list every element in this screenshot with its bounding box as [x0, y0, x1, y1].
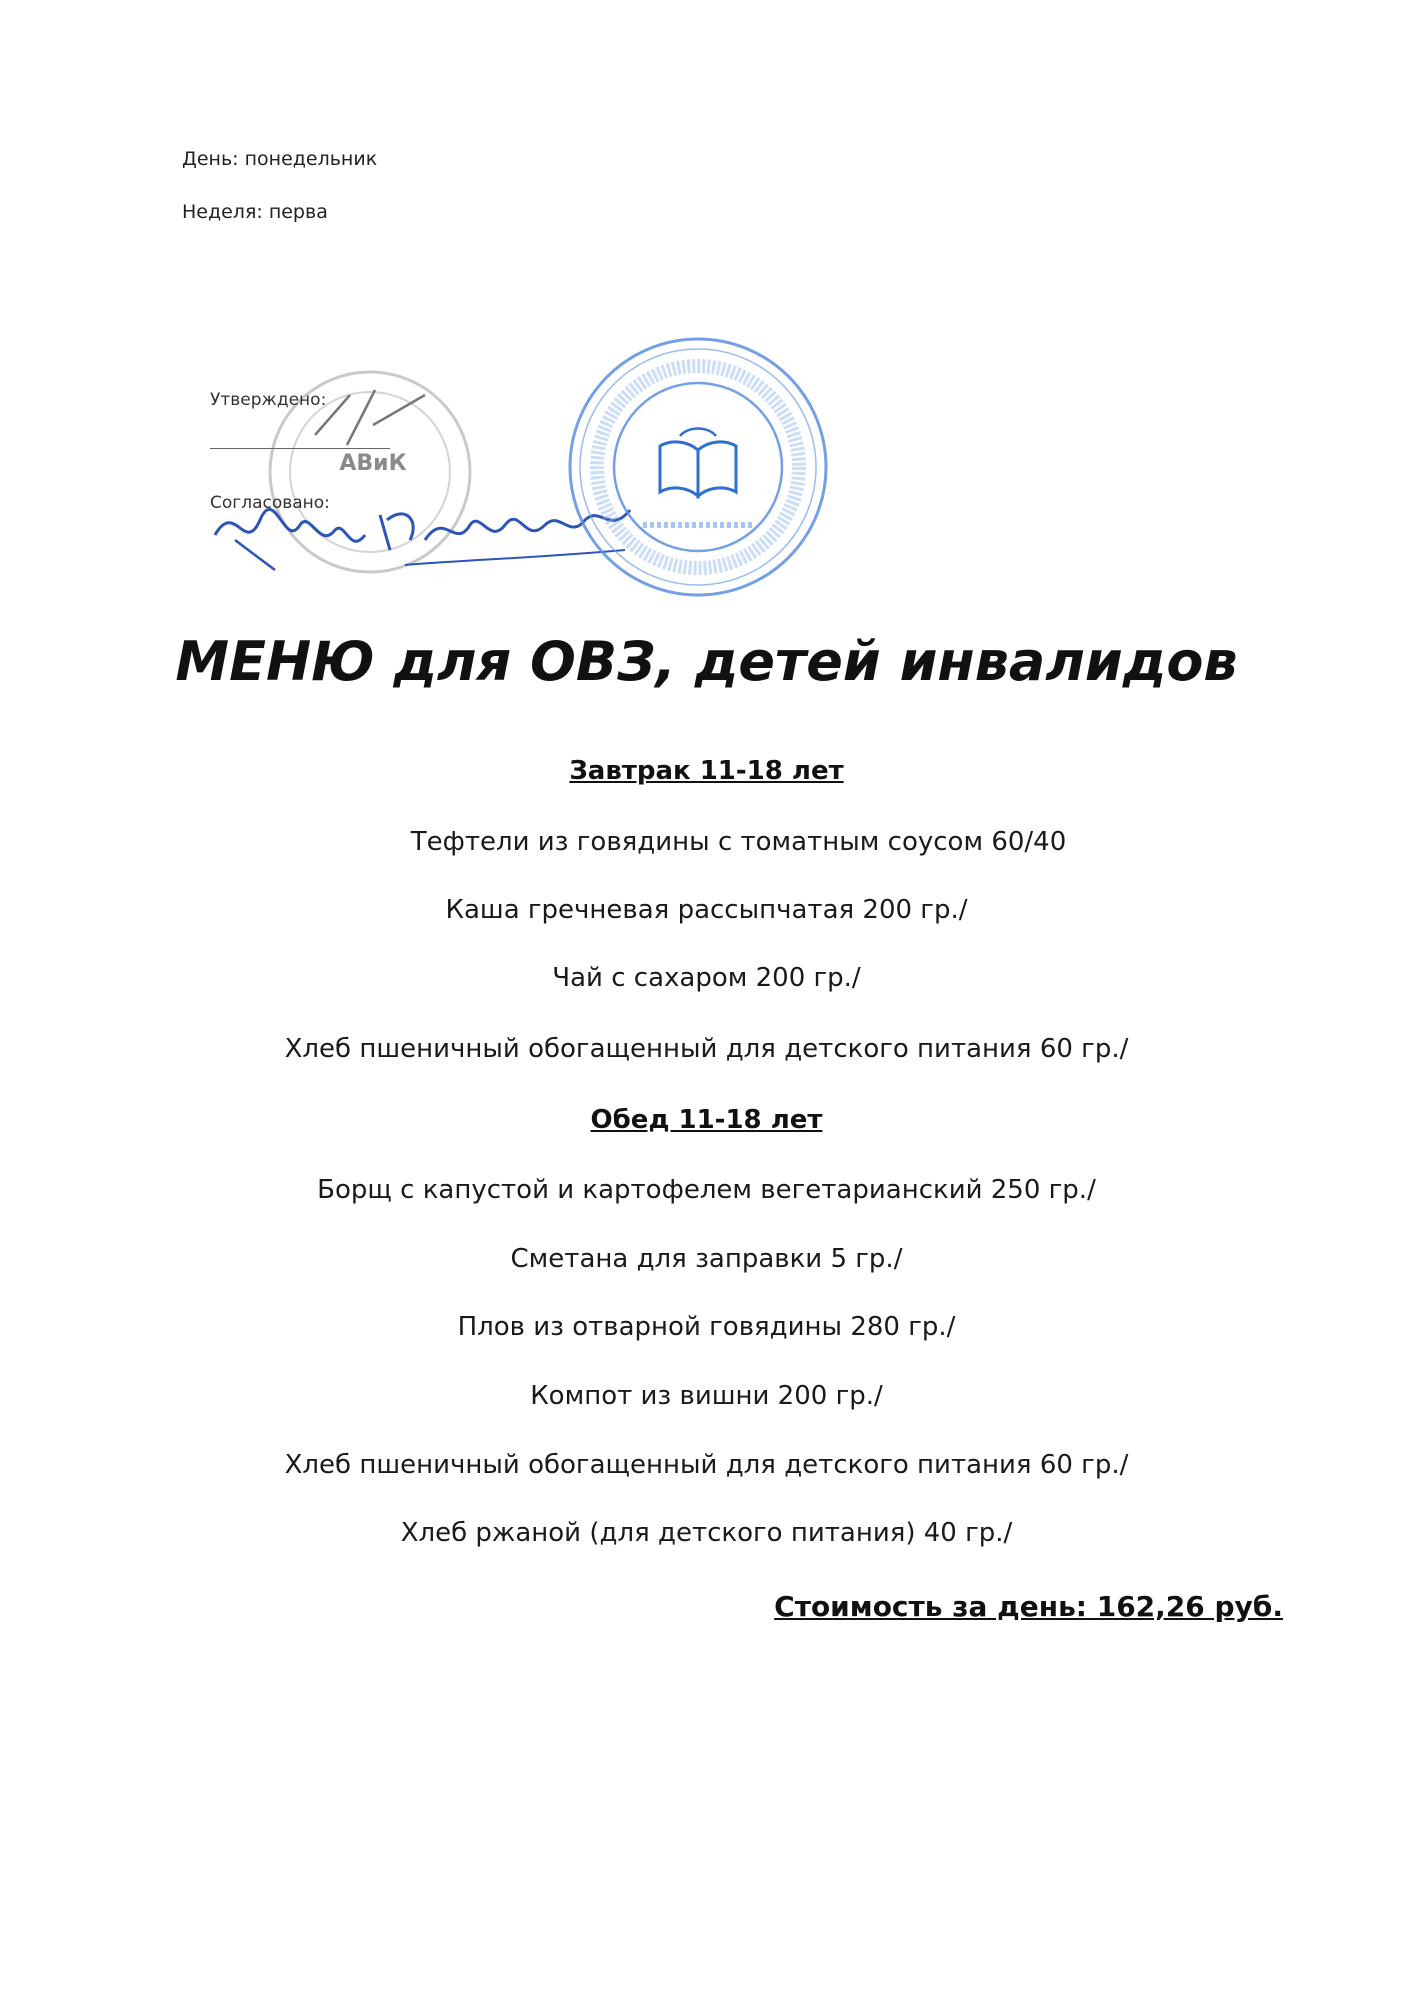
page-title: МЕНЮ для ОВЗ, детей инвалидов — [175, 630, 1238, 693]
lunch-heading: Обед 11-18 лет — [590, 1105, 823, 1135]
breakfast-item: Каша гречневая рассыпчатая 200 гр./ — [445, 895, 968, 925]
lunch-item: Сметана для заправки 5 гр./ — [510, 1244, 903, 1274]
breakfast-item: Тефтели из говядины с томатным соусом 60/40 — [410, 827, 1067, 857]
gray-stamp-text: АВиК — [339, 451, 407, 476]
lunch-item: Хлеб ржаной (для детского питания) 40 гр./ — [400, 1518, 1013, 1548]
breakfast-item: Хлеб пшеничный обогащенный для детского питания 60 гр./ — [284, 1034, 1129, 1064]
round-seal — [563, 330, 833, 605]
daily-total: Стоимость за день: 162,26 руб. — [774, 1590, 1283, 1623]
lunch-item: Хлеб пшеничный обогащенный для детского питания 60 гр./ — [284, 1450, 1129, 1480]
approved-label: Утверждено: — [210, 390, 327, 410]
open-book-icon — [660, 429, 736, 497]
lunch-item: Борщ с капустой и картофелем вегетарианский 250 гр./ — [317, 1175, 1096, 1205]
agreed-label: Согласовано: — [210, 493, 330, 513]
lunch-item: Компот из вишни 200 гр./ — [530, 1381, 883, 1411]
day-line: День: понедельник — [182, 148, 378, 170]
signature-line — [210, 448, 390, 449]
breakfast-item: Чай с сахаром 200 гр./ — [552, 963, 861, 993]
lunch-item: Плов из отварной говядины 280 гр./ — [457, 1312, 956, 1342]
breakfast-heading: Завтрак 11-18 лет — [569, 756, 844, 786]
week-line: Неделя: перва — [182, 201, 328, 223]
